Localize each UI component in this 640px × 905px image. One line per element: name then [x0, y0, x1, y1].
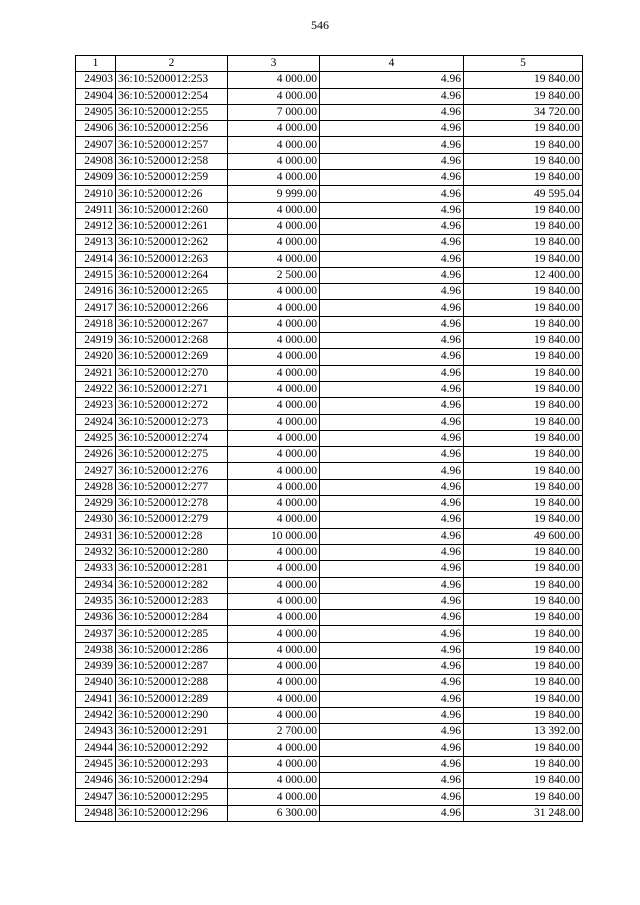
table-row	[76, 496, 583, 512]
table-row	[76, 544, 583, 560]
row-number-cell: 24906	[76, 121, 116, 137]
area-cell: 7 000.00	[228, 104, 320, 120]
cadastral-number-cell: 36:10:5200012:273	[116, 414, 228, 430]
row-number-cell: 24905	[76, 104, 116, 120]
amount-cell: 19 840.00	[464, 658, 583, 674]
column-header: 1	[76, 56, 116, 72]
table-row	[76, 479, 583, 495]
cadastral-number-cell: 36:10:5200012:289	[116, 691, 228, 707]
area-cell: 4 000.00	[228, 365, 320, 381]
rate-cell: 4.96	[320, 430, 464, 446]
amount-cell: 19 840.00	[464, 251, 583, 267]
area-cell: 4 000.00	[228, 349, 320, 365]
cadastral-number-cell: 36:10:5200012:277	[116, 479, 228, 495]
amount-cell: 31 248.00	[464, 805, 583, 821]
area-cell: 4 000.00	[228, 251, 320, 267]
amount-cell: 19 840.00	[464, 235, 583, 251]
amount-cell: 34 720.00	[464, 104, 583, 120]
table-row	[76, 528, 583, 544]
rate-cell: 4.96	[320, 267, 464, 283]
table-row	[76, 186, 583, 202]
area-cell: 4 000.00	[228, 170, 320, 186]
rate-cell: 4.96	[320, 756, 464, 772]
rate-cell: 4.96	[320, 202, 464, 218]
amount-cell: 19 840.00	[464, 316, 583, 332]
amount-cell: 19 840.00	[464, 691, 583, 707]
row-number-cell: 24937	[76, 626, 116, 642]
amount-cell: 19 840.00	[464, 365, 583, 381]
rate-cell: 4.96	[320, 447, 464, 463]
row-number-cell: 24942	[76, 707, 116, 723]
rate-cell: 4.96	[320, 414, 464, 430]
cadastral-number-cell: 36:10:5200012:267	[116, 316, 228, 332]
rate-cell: 4.96	[320, 740, 464, 756]
rate-cell: 4.96	[320, 284, 464, 300]
area-cell: 4 000.00	[228, 463, 320, 479]
cadastral-number-cell: 36:10:5200012:270	[116, 365, 228, 381]
table-row	[76, 675, 583, 691]
amount-cell: 19 840.00	[464, 789, 583, 805]
amount-cell: 19 840.00	[464, 300, 583, 316]
cadastral-number-cell: 36:10:5200012:285	[116, 626, 228, 642]
column-header: 4	[320, 56, 464, 72]
table-row	[76, 707, 583, 723]
rate-cell: 4.96	[320, 137, 464, 153]
row-number-cell: 24912	[76, 218, 116, 234]
row-number-cell: 24933	[76, 561, 116, 577]
area-cell: 4 000.00	[228, 218, 320, 234]
table-row	[76, 398, 583, 414]
area-cell: 4 000.00	[228, 756, 320, 772]
table-row	[76, 170, 583, 186]
table-row	[76, 251, 583, 267]
area-cell: 4 000.00	[228, 691, 320, 707]
cadastral-number-cell: 36:10:5200012:291	[116, 724, 228, 740]
amount-cell: 19 840.00	[464, 593, 583, 609]
cadastral-number-cell: 36:10:5200012:271	[116, 381, 228, 397]
table-row	[76, 88, 583, 104]
amount-cell: 19 840.00	[464, 577, 583, 593]
row-number-cell: 24911	[76, 202, 116, 218]
rate-cell: 4.96	[320, 528, 464, 544]
row-number-cell: 24945	[76, 756, 116, 772]
rate-cell: 4.96	[320, 642, 464, 658]
row-number-cell: 24943	[76, 724, 116, 740]
table-row	[76, 805, 583, 821]
table-row	[76, 577, 583, 593]
row-number-cell: 24939	[76, 658, 116, 674]
cadastral-number-cell: 36:10:5200012:258	[116, 153, 228, 169]
row-number-cell: 24927	[76, 463, 116, 479]
amount-cell: 19 840.00	[464, 137, 583, 153]
cadastral-number-cell: 36:10:5200012:274	[116, 430, 228, 446]
cadastral-number-cell: 36:10:5200012:254	[116, 88, 228, 104]
rate-cell: 4.96	[320, 186, 464, 202]
table-row	[76, 789, 583, 805]
rate-cell: 4.96	[320, 333, 464, 349]
row-number-cell: 24947	[76, 789, 116, 805]
table-row	[76, 349, 583, 365]
rate-cell: 4.96	[320, 381, 464, 397]
table-row	[76, 593, 583, 609]
data-table	[75, 55, 583, 822]
row-number-cell: 24944	[76, 740, 116, 756]
row-number-cell: 24948	[76, 805, 116, 821]
rate-cell: 4.96	[320, 610, 464, 626]
cadastral-number-cell: 36:10:5200012:278	[116, 496, 228, 512]
area-cell: 4 000.00	[228, 333, 320, 349]
amount-cell: 19 840.00	[464, 773, 583, 789]
cadastral-number-cell: 36:10:5200012:268	[116, 333, 228, 349]
amount-cell: 19 840.00	[464, 202, 583, 218]
cadastral-number-cell: 36:10:5200012:269	[116, 349, 228, 365]
amount-cell: 19 840.00	[464, 512, 583, 528]
cadastral-number-cell: 36:10:5200012:257	[116, 137, 228, 153]
cadastral-number-cell: 36:10:5200012:256	[116, 121, 228, 137]
table-row	[76, 512, 583, 528]
table-row	[76, 218, 583, 234]
row-number-cell: 24932	[76, 544, 116, 560]
cadastral-number-cell: 36:10:5200012:287	[116, 658, 228, 674]
rate-cell: 4.96	[320, 153, 464, 169]
row-number-cell: 24931	[76, 528, 116, 544]
amount-cell: 19 840.00	[464, 447, 583, 463]
rate-cell: 4.96	[320, 512, 464, 528]
row-number-cell: 24930	[76, 512, 116, 528]
area-cell: 4 000.00	[228, 381, 320, 397]
row-number-cell: 24915	[76, 267, 116, 283]
cadastral-number-cell: 36:10:5200012:294	[116, 773, 228, 789]
area-cell: 4 000.00	[228, 430, 320, 446]
cadastral-number-cell: 36:10:5200012:262	[116, 235, 228, 251]
cadastral-number-cell: 36:10:5200012:261	[116, 218, 228, 234]
rate-cell: 4.96	[320, 104, 464, 120]
area-cell: 4 000.00	[228, 610, 320, 626]
amount-cell: 19 840.00	[464, 414, 583, 430]
amount-cell: 19 840.00	[464, 496, 583, 512]
rate-cell: 4.96	[320, 805, 464, 821]
row-number-cell: 24929	[76, 496, 116, 512]
amount-cell: 19 840.00	[464, 561, 583, 577]
area-cell: 4 000.00	[228, 789, 320, 805]
area-cell: 4 000.00	[228, 479, 320, 495]
row-number-cell: 24904	[76, 88, 116, 104]
row-number-cell: 24914	[76, 251, 116, 267]
area-cell: 4 000.00	[228, 284, 320, 300]
page-number: 546	[311, 18, 329, 32]
area-cell: 10 000.00	[228, 528, 320, 544]
amount-cell: 13 392.00	[464, 724, 583, 740]
table-body	[76, 56, 583, 822]
rate-cell: 4.96	[320, 479, 464, 495]
area-cell: 4 000.00	[228, 544, 320, 560]
cadastral-number-cell: 36:10:5200012:284	[116, 610, 228, 626]
column-header: 3	[228, 56, 320, 72]
table-row	[76, 610, 583, 626]
row-number-cell: 24920	[76, 349, 116, 365]
area-cell: 4 000.00	[228, 577, 320, 593]
cadastral-number-cell: 36:10:5200012:266	[116, 300, 228, 316]
rate-cell: 4.96	[320, 593, 464, 609]
cadastral-number-cell: 36:10:5200012:265	[116, 284, 228, 300]
area-cell: 4 000.00	[228, 447, 320, 463]
row-number-cell: 24918	[76, 316, 116, 332]
area-cell: 4 000.00	[228, 496, 320, 512]
row-number-cell: 24924	[76, 414, 116, 430]
table-row	[76, 658, 583, 674]
rate-cell: 4.96	[320, 773, 464, 789]
cadastral-number-cell: 36:10:5200012:286	[116, 642, 228, 658]
row-number-cell: 24928	[76, 479, 116, 495]
rate-cell: 4.96	[320, 626, 464, 642]
area-cell: 4 000.00	[228, 88, 320, 104]
row-number-cell: 24903	[76, 72, 116, 88]
rate-cell: 4.96	[320, 349, 464, 365]
cadastral-number-cell: 36:10:5200012:26	[116, 186, 228, 202]
rate-cell: 4.96	[320, 691, 464, 707]
table-row	[76, 756, 583, 772]
area-cell: 4 000.00	[228, 512, 320, 528]
cadastral-number-cell: 36:10:5200012:293	[116, 756, 228, 772]
rate-cell: 4.96	[320, 789, 464, 805]
area-cell: 4 000.00	[228, 593, 320, 609]
cadastral-number-cell: 36:10:5200012:255	[116, 104, 228, 120]
table-row	[76, 463, 583, 479]
area-cell: 4 000.00	[228, 414, 320, 430]
cadastral-number-cell: 36:10:5200012:288	[116, 675, 228, 691]
rate-cell: 4.96	[320, 251, 464, 267]
amount-cell: 19 840.00	[464, 284, 583, 300]
table-row	[76, 430, 583, 446]
area-cell: 4 000.00	[228, 675, 320, 691]
area-cell: 4 000.00	[228, 202, 320, 218]
row-number-cell: 24934	[76, 577, 116, 593]
row-number-cell: 24908	[76, 153, 116, 169]
amount-cell: 19 840.00	[464, 349, 583, 365]
row-number-cell: 24926	[76, 447, 116, 463]
row-number-cell: 24936	[76, 610, 116, 626]
cadastral-number-cell: 36:10:5200012:260	[116, 202, 228, 218]
table-row	[76, 561, 583, 577]
table-row	[76, 202, 583, 218]
table-row	[76, 153, 583, 169]
rate-cell: 4.96	[320, 218, 464, 234]
amount-cell: 19 840.00	[464, 218, 583, 234]
area-cell: 6 300.00	[228, 805, 320, 821]
cadastral-number-cell: 36:10:5200012:276	[116, 463, 228, 479]
area-cell: 2 700.00	[228, 724, 320, 740]
cadastral-number-cell: 36:10:5200012:283	[116, 593, 228, 609]
amount-cell: 19 840.00	[464, 463, 583, 479]
area-cell: 4 000.00	[228, 235, 320, 251]
table-row	[76, 316, 583, 332]
cadastral-number-cell: 36:10:5200012:272	[116, 398, 228, 414]
amount-cell: 19 840.00	[464, 153, 583, 169]
row-number-cell: 24946	[76, 773, 116, 789]
amount-cell: 19 840.00	[464, 610, 583, 626]
row-number-cell: 24925	[76, 430, 116, 446]
cadastral-number-cell: 36:10:5200012:280	[116, 544, 228, 560]
table-row	[76, 284, 583, 300]
rate-cell: 4.96	[320, 170, 464, 186]
area-cell: 4 000.00	[228, 658, 320, 674]
rate-cell: 4.96	[320, 235, 464, 251]
row-number-cell: 24935	[76, 593, 116, 609]
amount-cell: 19 840.00	[464, 740, 583, 756]
row-number-cell: 24921	[76, 365, 116, 381]
cadastral-number-cell: 36:10:5200012:264	[116, 267, 228, 283]
row-number-cell: 24922	[76, 381, 116, 397]
cadastral-number-cell: 36:10:5200012:292	[116, 740, 228, 756]
area-cell: 4 000.00	[228, 642, 320, 658]
rate-cell: 4.96	[320, 707, 464, 723]
row-number-cell: 24916	[76, 284, 116, 300]
amount-cell: 19 840.00	[464, 626, 583, 642]
table-row	[76, 626, 583, 642]
rate-cell: 4.96	[320, 496, 464, 512]
table-row	[76, 333, 583, 349]
amount-cell: 19 840.00	[464, 381, 583, 397]
area-cell: 4 000.00	[228, 707, 320, 723]
area-cell: 4 000.00	[228, 316, 320, 332]
table-row	[76, 104, 583, 120]
cadastral-number-cell: 36:10:5200012:28	[116, 528, 228, 544]
rate-cell: 4.96	[320, 365, 464, 381]
row-number-cell: 24919	[76, 333, 116, 349]
row-number-cell: 24907	[76, 137, 116, 153]
cadastral-number-cell: 36:10:5200012:279	[116, 512, 228, 528]
rate-cell: 4.96	[320, 577, 464, 593]
amount-cell: 19 840.00	[464, 479, 583, 495]
area-cell: 9 999.00	[228, 186, 320, 202]
rate-cell: 4.96	[320, 398, 464, 414]
cadastral-number-cell: 36:10:5200012:275	[116, 447, 228, 463]
amount-cell: 19 840.00	[464, 398, 583, 414]
rate-cell: 4.96	[320, 463, 464, 479]
amount-cell: 19 840.00	[464, 756, 583, 772]
table-row	[76, 381, 583, 397]
amount-cell: 19 840.00	[464, 707, 583, 723]
area-cell: 4 000.00	[228, 300, 320, 316]
table-row	[76, 773, 583, 789]
rate-cell: 4.96	[320, 658, 464, 674]
area-cell: 4 000.00	[228, 398, 320, 414]
amount-cell: 19 840.00	[464, 675, 583, 691]
amount-cell: 19 840.00	[464, 72, 583, 88]
cadastral-number-cell: 36:10:5200012:282	[116, 577, 228, 593]
row-number-cell: 24909	[76, 170, 116, 186]
row-number-cell: 24941	[76, 691, 116, 707]
rate-cell: 4.96	[320, 561, 464, 577]
rate-cell: 4.96	[320, 724, 464, 740]
row-number-cell: 24913	[76, 235, 116, 251]
rate-cell: 4.96	[320, 675, 464, 691]
area-cell: 2 500.00	[228, 267, 320, 283]
rate-cell: 4.96	[320, 72, 464, 88]
cadastral-number-cell: 36:10:5200012:295	[116, 789, 228, 805]
row-number-cell: 24910	[76, 186, 116, 202]
cadastral-number-cell: 36:10:5200012:296	[116, 805, 228, 821]
amount-cell: 19 840.00	[464, 430, 583, 446]
rate-cell: 4.96	[320, 316, 464, 332]
area-cell: 4 000.00	[228, 740, 320, 756]
cadastral-number-cell: 36:10:5200012:253	[116, 72, 228, 88]
area-cell: 4 000.00	[228, 561, 320, 577]
rate-cell: 4.96	[320, 300, 464, 316]
table-row	[76, 414, 583, 430]
table-row	[76, 447, 583, 463]
table-row	[76, 642, 583, 658]
table-row	[76, 691, 583, 707]
table-row	[76, 72, 583, 88]
table-row	[76, 137, 583, 153]
table-row	[76, 235, 583, 251]
table-row	[76, 740, 583, 756]
area-cell: 4 000.00	[228, 773, 320, 789]
amount-cell: 19 840.00	[464, 88, 583, 104]
amount-cell: 49 600.00	[464, 528, 583, 544]
table-row	[76, 121, 583, 137]
area-cell: 4 000.00	[228, 153, 320, 169]
row-number-cell: 24917	[76, 300, 116, 316]
cadastral-number-cell: 36:10:5200012:263	[116, 251, 228, 267]
rate-cell: 4.96	[320, 544, 464, 560]
rate-cell: 4.96	[320, 121, 464, 137]
row-number-cell: 24938	[76, 642, 116, 658]
area-cell: 4 000.00	[228, 121, 320, 137]
amount-cell: 12 400.00	[464, 267, 583, 283]
amount-cell: 49 595.04	[464, 186, 583, 202]
area-cell: 4 000.00	[228, 72, 320, 88]
amount-cell: 19 840.00	[464, 333, 583, 349]
cadastral-number-cell: 36:10:5200012:290	[116, 707, 228, 723]
table-header-row	[76, 56, 583, 72]
table-row	[76, 300, 583, 316]
amount-cell: 19 840.00	[464, 544, 583, 560]
amount-cell: 19 840.00	[464, 642, 583, 658]
table-row	[76, 724, 583, 740]
table-row	[76, 365, 583, 381]
cadastral-number-cell: 36:10:5200012:259	[116, 170, 228, 186]
cadastral-number-cell: 36:10:5200012:281	[116, 561, 228, 577]
column-header: 5	[464, 56, 583, 72]
area-cell: 4 000.00	[228, 626, 320, 642]
area-cell: 4 000.00	[228, 137, 320, 153]
amount-cell: 19 840.00	[464, 121, 583, 137]
amount-cell: 19 840.00	[464, 170, 583, 186]
column-header: 2	[116, 56, 228, 72]
rate-cell: 4.96	[320, 88, 464, 104]
table-row	[76, 267, 583, 283]
row-number-cell: 24923	[76, 398, 116, 414]
row-number-cell: 24940	[76, 675, 116, 691]
